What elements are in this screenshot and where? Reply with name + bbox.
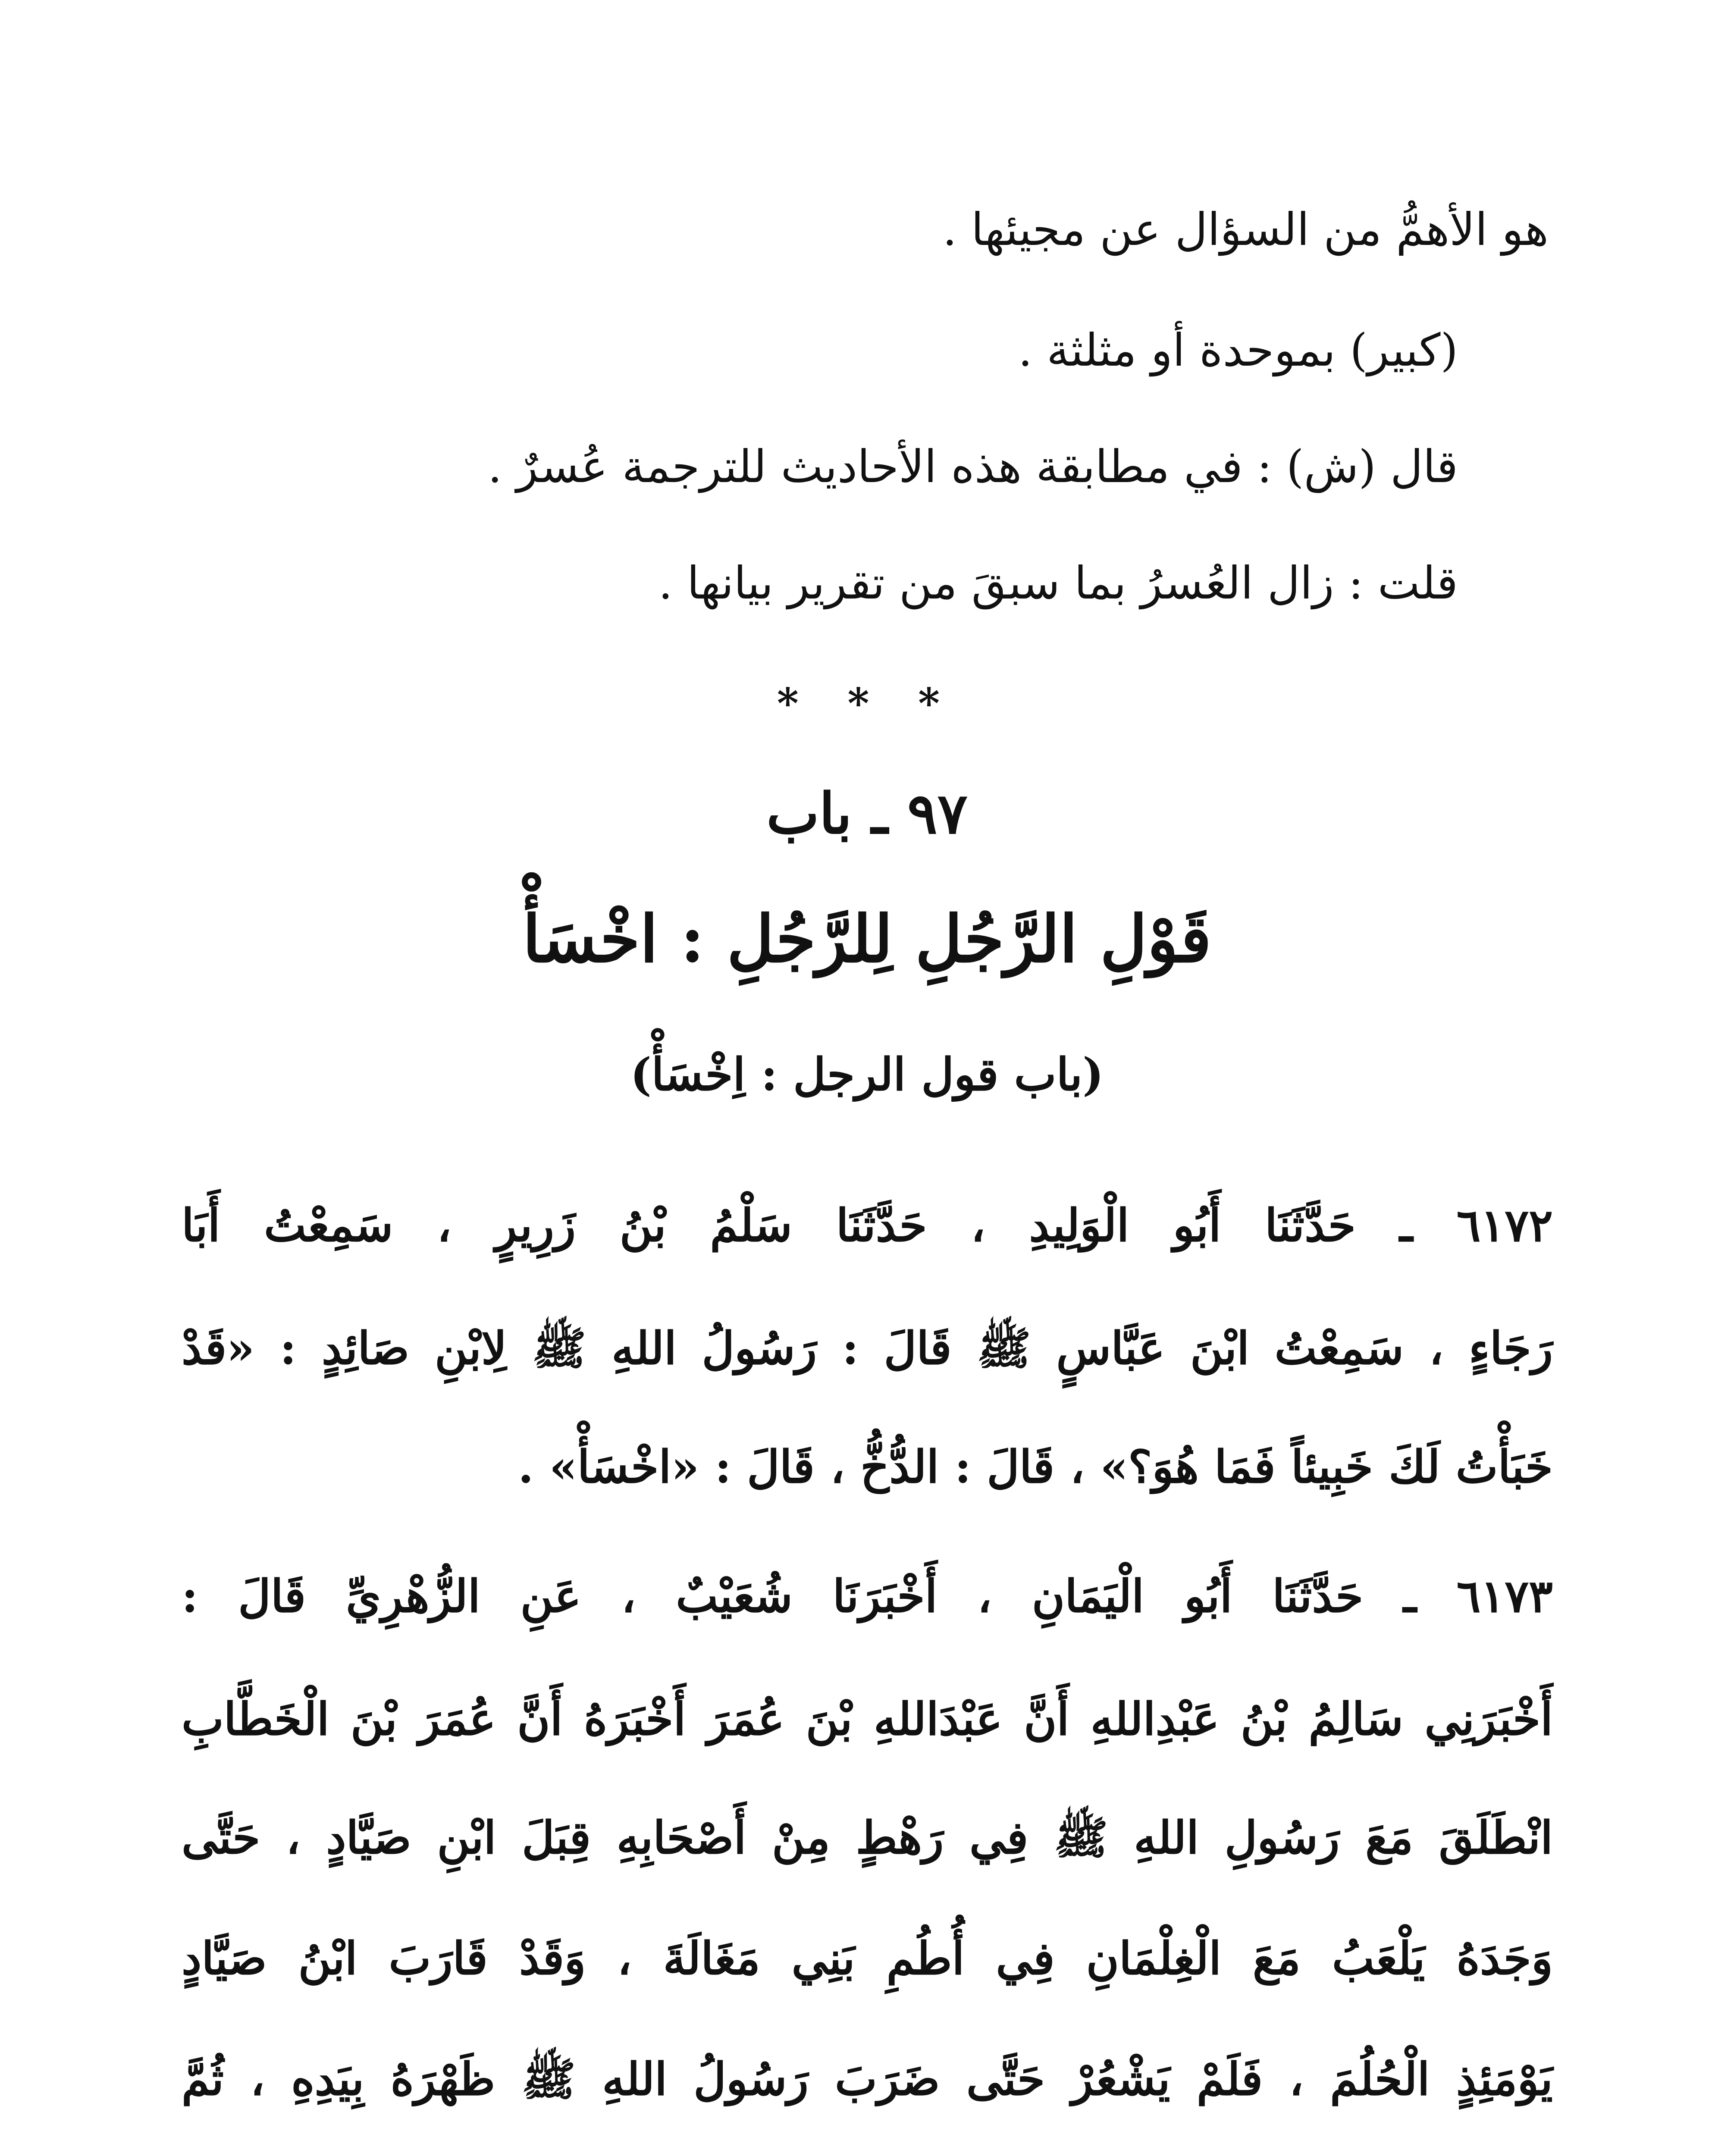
chapter-title: قَوْلِ الرَّجُلِ لِلرَّجُلِ : اخْسَأْ (522, 901, 1212, 977)
hadith-6173-line: يَوْمَئِذٍ الْحُلُمَ ، فَلَمْ يَشْعُرْ حَتَّى ضَرَبَ رَسُولُ اللهِ ﷺ ظَهْرَهُ بِيَدِهِ ، ثُمَّ (182, 2053, 1553, 2106)
hadith-6173-line: وَجَدَهُ يَلْعَبُ مَعَ الْغِلْمَانِ فِي أُطُمِ بَنِي مَغَالَةَ ، وَقَدْ قَارَبَ ابْنُ صَيَّادٍ (182, 1932, 1553, 1985)
chapter-number-heading: ٩٧ ـ باب (766, 780, 968, 846)
intro-text-line: قلت : زال العُسرُ بما سبقَ من تقرير بيانها . (658, 557, 1458, 609)
hadith-6173-line: أَخْبَرَنِي سَالِمُ بْنُ عَبْدِاللهِ أَنَّ عَبْدَاللهِ بْنَ عُمَرَ أَخْبَرَهُ أَنَّ عُمَرَ بْنَ الْخَطَّابِ (182, 1692, 1553, 1745)
chapter-subtitle: (باب قول الرجل : اِخْسَأْ) (630, 1048, 1104, 1101)
hadith-6172-line: خَبَأْتُ لَكَ خَبِيئاً فَمَا هُوَ؟» ، قَالَ : الدُّخُّ ، قَالَ : «اخْسَأْ» . (518, 1440, 1553, 1493)
hadith-6172-line: رَجَاءٍ ، سَمِعْتُ ابْنَ عَبَّاسٍ ﷺ قَالَ : رَسُولُ اللهِ ﷺ لِابْنِ صَائِدٍ : «قَدْ (182, 1322, 1553, 1375)
hadith-6173-line: ٦١٧٣ ـ حَدَّثَنَا أَبُو الْيَمَانِ ، أَخْبَرَنَا شُعَيْبٌ ، عَنِ الزُّهْرِيِّ قَالَ : (182, 1570, 1553, 1623)
section-separator: * * * (777, 679, 957, 728)
intro-text-line: هو الأهمُّ من السؤال عن مجيئها . (942, 203, 1549, 256)
hadith-6173-line: انْطَلَقَ مَعَ رَسُولِ اللهِ ﷺ فِي رَهْطٍ مِنْ أَصْحَابِهِ قِبَلَ ابْنِ صَيَّادٍ ، حَتَّى (182, 1811, 1553, 1864)
hadith-6172-line: ٦١٧٢ ـ حَدَّثَنَا أَبُو الْوَلِيدِ ، حَدَّثَنَا سَلْمُ بْنُ زَرِيرٍ ، سَمِعْتُ أَبَا (182, 1199, 1553, 1252)
intro-text-line: (كبير) بموحدة أو مثلثة . (1018, 324, 1458, 376)
intro-text-line: قال (ش) : في مطابقة هذه الأحاديث للترجمة عُسرٌ . (488, 440, 1458, 493)
